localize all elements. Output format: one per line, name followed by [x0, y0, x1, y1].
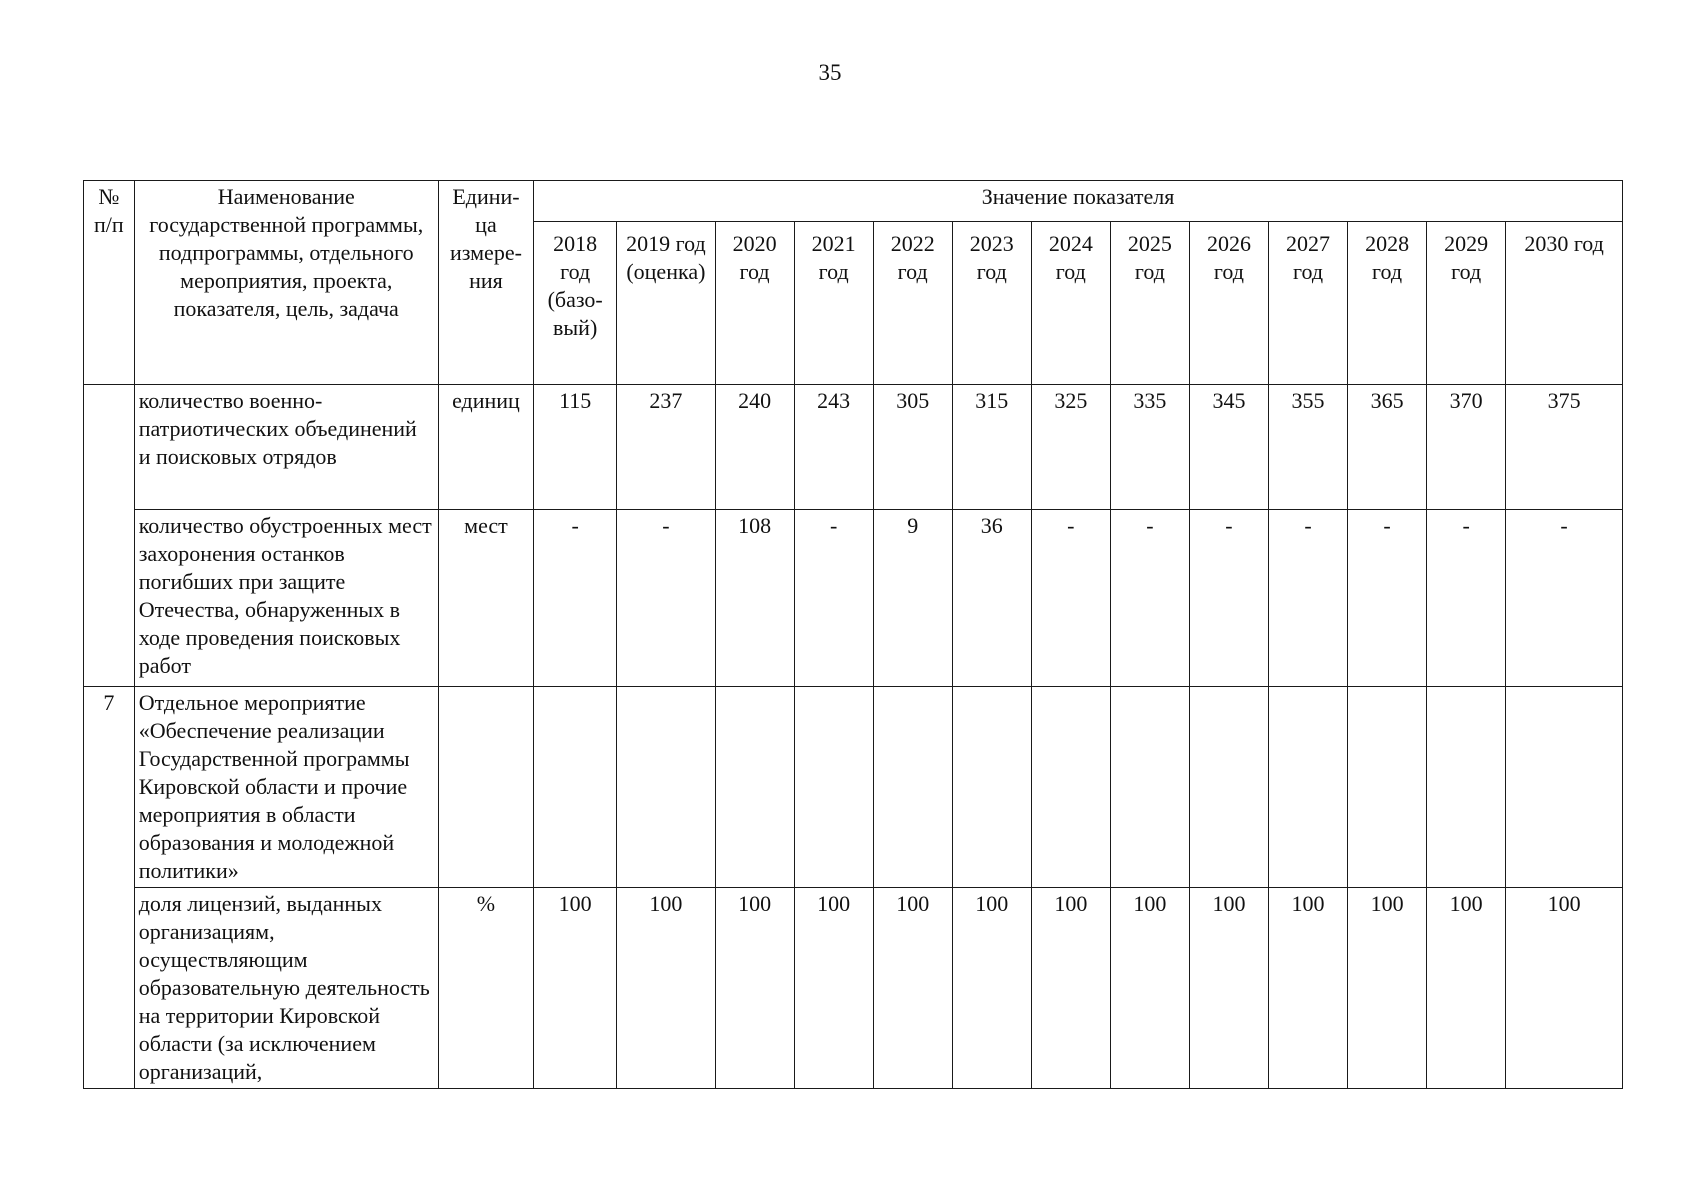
- row-value: 335: [1110, 385, 1189, 510]
- row-unit: %: [438, 888, 533, 1089]
- row-value: [715, 687, 794, 888]
- row-value: -: [1268, 510, 1347, 687]
- row-value: [794, 687, 873, 888]
- row-unit: единиц: [438, 385, 533, 510]
- row-value: 100: [1268, 888, 1347, 1089]
- header-year: 2021 год: [794, 222, 873, 385]
- header-unit: Едини-ца измере-ния: [438, 181, 533, 385]
- row-value: 365: [1348, 385, 1427, 510]
- row-value: -: [1348, 510, 1427, 687]
- row-value: -: [1427, 510, 1506, 687]
- row-value: 243: [794, 385, 873, 510]
- row-value: [617, 687, 715, 888]
- row-value: 100: [1110, 888, 1189, 1089]
- row-value: -: [1031, 510, 1110, 687]
- header-row: [84, 181, 1623, 222]
- page-number: 35: [818, 60, 842, 85]
- row-value: 100: [715, 888, 794, 1089]
- row-value: 100: [1506, 888, 1623, 1089]
- row-value: 375: [1506, 385, 1623, 510]
- row-value: [1110, 687, 1189, 888]
- header-year: 2027 год: [1268, 222, 1347, 385]
- row-name: количество обустроенных мест захоронения останков погибших при защите Отечества, обнаруженных в ходе проведения поисковых работ: [134, 510, 438, 687]
- header-num: № п/п: [84, 181, 135, 385]
- header-year: 2029 год: [1427, 222, 1506, 385]
- row-value: [534, 687, 617, 888]
- row-name: Отдельное мероприятие «Обеспечение реализации Государственной программы Кировской области и прочие мероприятия в области образования и молодежной политики»: [134, 687, 438, 888]
- table-row: [84, 510, 1623, 687]
- row-value: -: [794, 510, 873, 687]
- row-value: 100: [1427, 888, 1506, 1089]
- row-value: 100: [1189, 888, 1268, 1089]
- row-unit: мест: [438, 510, 533, 687]
- row-value: 325: [1031, 385, 1110, 510]
- table-row: [84, 888, 1623, 1089]
- table-row: [84, 687, 1623, 888]
- row-value: [1268, 687, 1347, 888]
- row-value: [1031, 687, 1110, 888]
- row-value: 100: [952, 888, 1031, 1089]
- row-value: [1189, 687, 1268, 888]
- header-year: 2028 год: [1348, 222, 1427, 385]
- row-value: 100: [794, 888, 873, 1089]
- row-value: 100: [617, 888, 715, 1089]
- row-value: 237: [617, 385, 715, 510]
- row-num: 7: [84, 687, 135, 1089]
- header-year: 2025 год: [1110, 222, 1189, 385]
- row-value: 100: [534, 888, 617, 1089]
- row-value: -: [1110, 510, 1189, 687]
- header-year: 2022 год: [873, 222, 952, 385]
- row-value: [873, 687, 952, 888]
- row-value: 108: [715, 510, 794, 687]
- row-num: [84, 385, 135, 687]
- row-value: [1348, 687, 1427, 888]
- indicators-table: [83, 180, 1623, 1089]
- row-value: 115: [534, 385, 617, 510]
- header-year: 2026 год: [1189, 222, 1268, 385]
- row-value: 355: [1268, 385, 1347, 510]
- row-value: [1427, 687, 1506, 888]
- row-value: 305: [873, 385, 952, 510]
- row-value: 100: [873, 888, 952, 1089]
- row-value: 100: [1031, 888, 1110, 1089]
- row-value: -: [1189, 510, 1268, 687]
- header-year: 2023 год: [952, 222, 1031, 385]
- header-name: Наименование государственной программы, подпрограммы, отдельного мероприятия, проекта, показателя, цель, задача: [134, 181, 438, 385]
- header-year: 2024 год: [1031, 222, 1110, 385]
- row-value: 36: [952, 510, 1031, 687]
- row-value: [1506, 687, 1623, 888]
- header-year: 2018 год (базо-вый): [534, 222, 617, 385]
- row-unit: [438, 687, 533, 888]
- row-name: количество военно-патриотических объединений и поисковых отрядов: [134, 385, 438, 510]
- row-value: -: [617, 510, 715, 687]
- row-name: доля лицензий, выданных организациям, осуществляющим образовательную деятельность на территории Кировской области (за исключением организаций,: [134, 888, 438, 1089]
- row-value: 315: [952, 385, 1031, 510]
- row-value: 9: [873, 510, 952, 687]
- row-value: -: [1506, 510, 1623, 687]
- row-value: [952, 687, 1031, 888]
- header-value-group: Значение показателя: [534, 181, 1623, 222]
- row-value: 370: [1427, 385, 1506, 510]
- header-year: 2030 год: [1506, 222, 1623, 385]
- table-row: [84, 385, 1623, 510]
- row-value: -: [534, 510, 617, 687]
- row-value: 240: [715, 385, 794, 510]
- row-value: 100: [1348, 888, 1427, 1089]
- header-year: 2019 год (оценка): [617, 222, 715, 385]
- row-value: 345: [1189, 385, 1268, 510]
- header-year: 2020 год: [715, 222, 794, 385]
